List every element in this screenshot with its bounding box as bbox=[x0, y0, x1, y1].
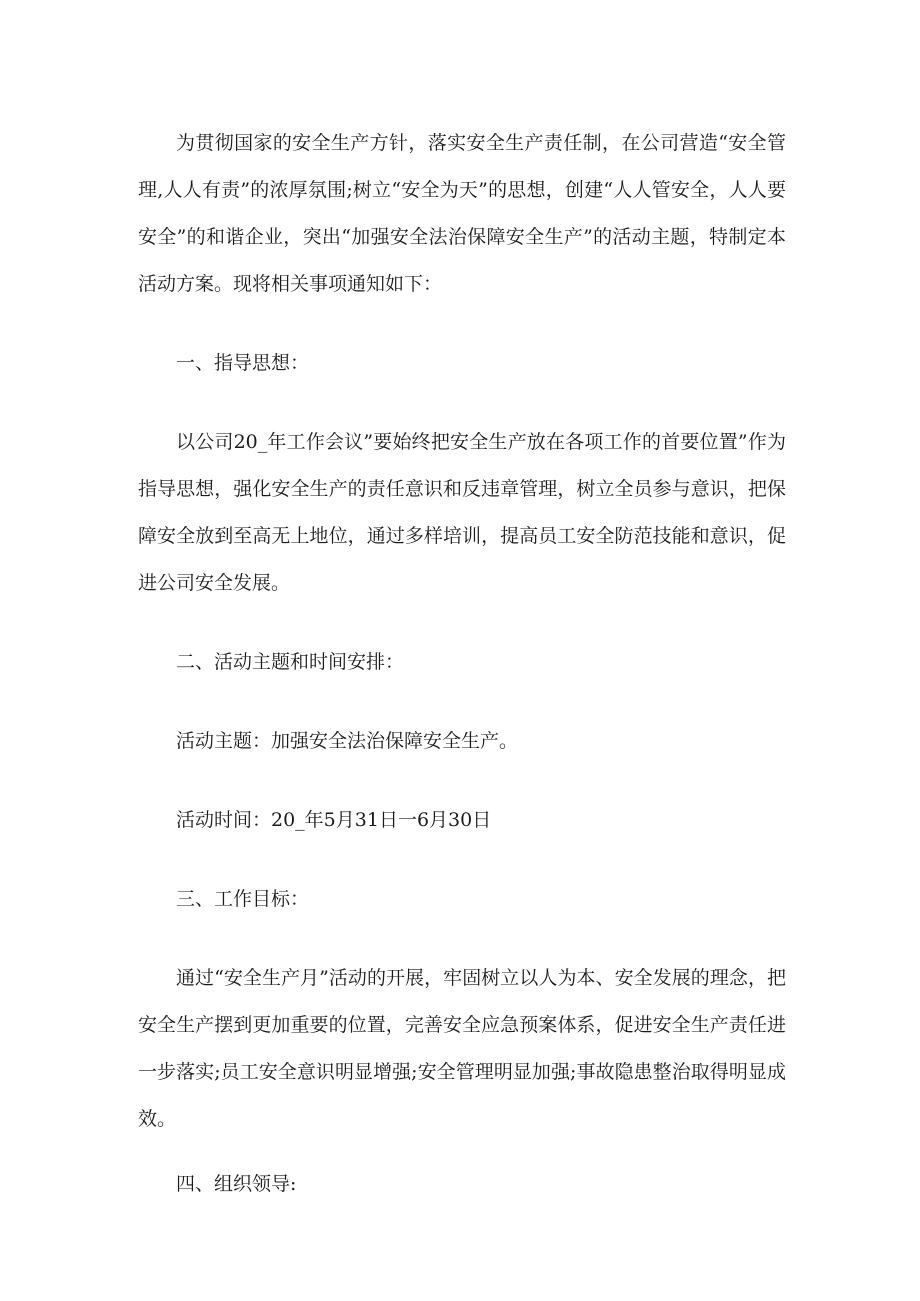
heading-work-goals: 三、工作目标： bbox=[176, 888, 310, 910]
paragraph-activity-time: 活动时间：20_年5月31日一6月30日 bbox=[176, 809, 492, 831]
paragraph-activity-theme: 活动主题：加强安全法治保障安全生产。 bbox=[176, 730, 519, 752]
paragraph-work-goals: 通过“安全生产月”活动的开展，牢固树立以人为本、安全发展的理念，把安全生产摆到更加重要的位置，完善安全应急预案体系，促进安全生产责任进一步落实;员工安全意识明显增强;安全管理明显加强;事故隐患整治取得明显成效。 bbox=[138, 967, 786, 1130]
heading-guiding-ideology: 一、指导思想： bbox=[176, 352, 310, 374]
heading-theme-and-schedule: 二、活动主题和时间安排： bbox=[176, 651, 405, 673]
document-body bbox=[138, 120, 786, 1240]
heading-organization-leadership: 四、组织领导: bbox=[176, 1173, 297, 1195]
paragraph-intro: 为贯彻国家的安全生产方针，落实安全生产责任制，在公司营造“安全管理,人人有责”的浓厚氛围;树立“安全为天”的思想，创建“人人管安全，人人要安全”的和谐企业，突出“加强安全法治保障安全生产”的活动主题，特制定本活动方案。现将相关事项通知如下： bbox=[138, 132, 786, 295]
paragraph-guiding-ideology: 以公司20_年工作会议”要始终把安全生产放在各项工作的首要位置”作为指导思想，强化安全生产的责任意识和反违章管理，树立全员参与意识，把保障安全放到至高无上地位，通过多样培训，提高员工安全防范技能和意识，促进公司安全发展。 bbox=[138, 431, 786, 594]
